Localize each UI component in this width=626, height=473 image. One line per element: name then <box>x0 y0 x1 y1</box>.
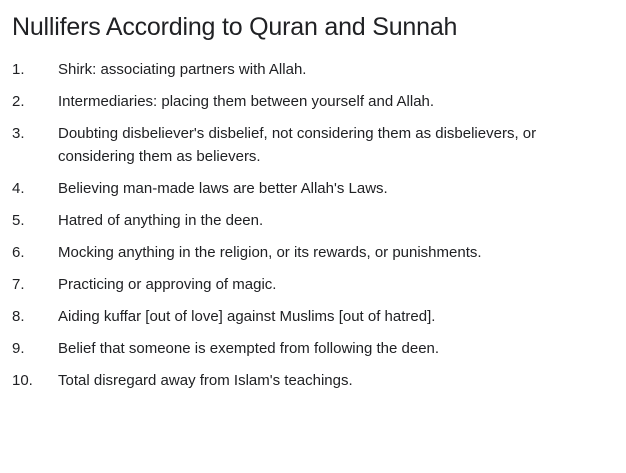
list-item-number: 10. <box>12 372 33 389</box>
list-item-number: 3. <box>12 125 25 142</box>
list-item <box>12 369 614 392</box>
list-item-text: Hatred of anything in the deen. <box>58 212 264 229</box>
list-item <box>12 305 614 328</box>
list-item-text: Practicing or approving of magic. <box>58 276 277 293</box>
list-item-text: Aiding kuffar [out of love] against Muslims [out of hatred]. <box>58 308 436 325</box>
list-item-number: 5. <box>12 212 25 229</box>
list-item-number: 2. <box>12 93 25 110</box>
nullifiers-list <box>12 58 614 392</box>
list-item-text: Believing man-made laws are better Allah's Laws. <box>58 180 388 197</box>
list-item-number: 7. <box>12 276 25 293</box>
list-item-text: Mocking anything in the religion, or its rewards, or punishments. <box>58 244 482 261</box>
list-item <box>12 90 614 113</box>
list-item <box>12 273 614 296</box>
list-item <box>12 241 614 264</box>
list-item-text: Doubting disbeliever's disbelief, not considering them as disbelievers, or considering them as believers. <box>58 125 537 165</box>
list-item <box>12 177 614 200</box>
list-item-number: 1. <box>12 61 25 78</box>
list-item-number: 9. <box>12 340 25 357</box>
list-item-number: 4. <box>12 180 25 197</box>
list-item <box>12 209 614 232</box>
list-item-text: Total disregard away from Islam's teachings. <box>58 372 353 389</box>
list-item <box>12 122 614 168</box>
page-title: Nullifers According to Quran and Sunnah <box>12 13 458 41</box>
list-item-number: 8. <box>12 308 25 325</box>
list-item <box>12 337 614 360</box>
list-item-text: Shirk: associating partners with Allah. <box>58 61 307 78</box>
list-item <box>12 58 614 81</box>
list-item-text: Intermediaries: placing them between yourself and Allah. <box>58 93 435 110</box>
list-item-text: Belief that someone is exempted from following the deen. <box>58 340 440 357</box>
list-item-number: 6. <box>12 244 25 261</box>
